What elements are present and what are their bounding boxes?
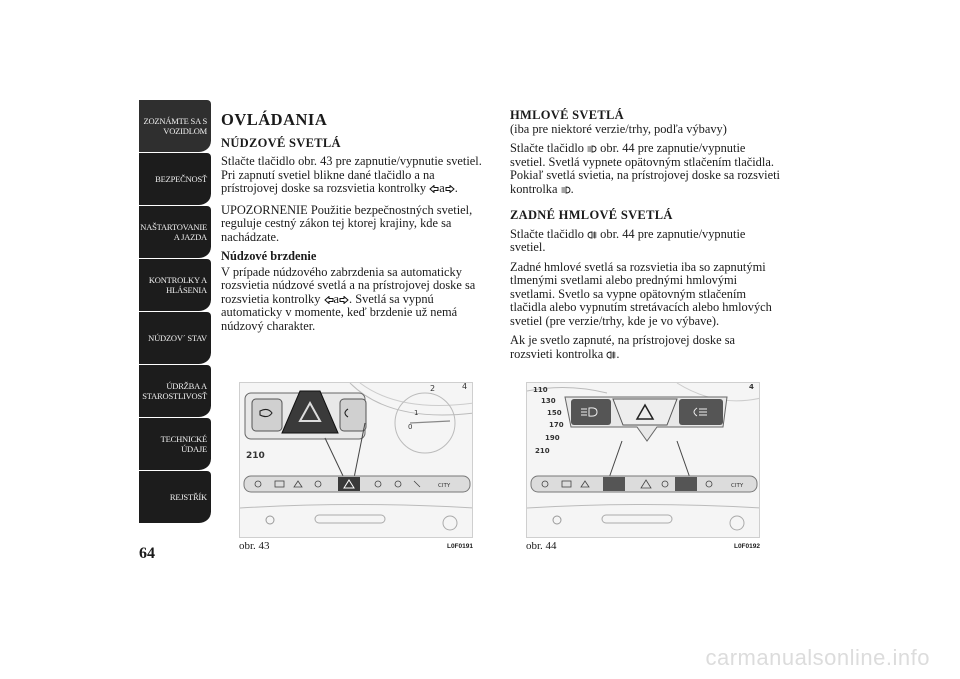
section-title: OVLÁDANIA [221,110,328,129]
turn-right-indicator-icon [339,296,349,304]
rear-fog-light-icon [606,351,616,359]
dashboard-fog-illustration [527,383,760,538]
brake-paragraph: V prípade núdzového zabrzdenia sa automaticky rozsvietia núdzové svetlá a na prístrojovej doske sa rozsvietia kontrolky a . Svetlá sa vypnú automaticky v momente, keď brzdenie už nemá núdzový charakter. [221,264,476,333]
chapter-tabs [139,100,211,524]
tab-kontrolky[interactable]: KONTROLKY A HLÁSENIA [139,259,211,312]
figure-44-code: L0F0192 [733,543,760,550]
left-column [221,110,489,339]
rear-fog-paragraph-1: Stlačte tlačidlo obr. 44 pre zapnutie/vypnutie svetiel. [510,226,746,254]
fog-subtitle: (iba pre niektoré verzie/trhy, podľa výbavy) [510,121,727,136]
tab-bezpecnost[interactable]: BEZPEČNOSŤ [139,153,211,206]
turn-right-indicator-icon [445,185,455,193]
tab-technicke-udaje[interactable]: TECHNICKÉ ÚDAJE [139,418,211,471]
gauge-label-2: 2 [430,384,436,393]
tab-nastartovanie[interactable]: NAŠTARTOVANIE A JAZDA [139,206,211,259]
turn-left-indicator-icon [324,296,334,304]
gauge-label-1: 1 [414,409,419,417]
hazard-heading: NÚDZOVÉ SVETLÁ [221,135,341,150]
figure-43-code: L0F0191 [446,543,473,550]
dashboard-hazard-illustration [240,383,473,538]
fog-heading: HMLOVÉ SVETLÁ [510,108,624,122]
watermark: carmanualsonline.info [705,645,930,670]
rear-fog-paragraph-2: Zadné hmlové svetlá sa rozsvietia iba so zapnutými tlmenými svetlami alebo prednými hmlovými svetlami. Svetlo sa vypne opätovným stlačením tlačidla alebo vypnutím stretávacích alebo hmlových svetiel (pre verzie/trhy, kde je vo výbave). [510,259,772,328]
right-column [510,109,780,367]
rear-fog-paragraph-3: Ak je svetlo zapnuté, na prístrojovej doske sa rozsvieti kontrolka . [510,333,736,361]
hazard-paragraph-2: UPOZORNENIE Použitie bezpečnostných svetiel, reguluje cestný zákon tej ktorej krajiny, kde sa nachádzate. [221,202,473,244]
speedo-label-210: 210 [535,447,550,455]
city-button-label: CITY [731,483,744,489]
figure-44 [526,382,760,552]
speedo-label-170: 170 [549,421,564,429]
tab-rejstrik[interactable]: REJSTŘÍK [139,471,211,524]
speedo-label-110: 110 [533,386,548,394]
turn-left-indicator-icon [429,185,439,193]
figure-43 [239,382,473,552]
front-fog-light-icon [587,145,597,153]
figure-43-illustration [239,382,473,538]
tab-nudzovy-stav[interactable]: NÚDZOV´ STAV [139,312,211,365]
speedo-label-210: 210 [246,451,265,461]
speedo-label-150: 150 [547,409,562,417]
gauge-label-0: 0 [408,423,413,431]
tab-zoznamte-sa[interactable]: ZOZNÁMTE SA S VOZIDLOM [139,100,211,153]
city-button-label: CITY [438,483,451,489]
gauge-label-4: 4 [462,383,468,391]
front-fog-light-icon [561,186,571,194]
rear-fog-light-icon [587,231,597,239]
hazard-paragraph-1: Stlačte tlačidlo obr. 43 pre zapnutie/vypnutie svetiel. Pri zapnutí svetiel blikne dané tlačidlo a na prístrojovej doske sa rozsvietia kontrolky a . [221,154,482,195]
tab-udrzba[interactable]: ÚDRŽBA A STAROSTLIVOSŤ [139,365,211,418]
figure-43-caption: obr. 43 [239,540,270,552]
speedo-label-130: 130 [541,397,556,405]
figure-44-caption: obr. 44 [526,540,557,552]
rear-fog-heading: ZADNÉ HMLOVÉ SVETLÁ [510,208,673,222]
gauge-label-4: 4 [749,383,754,391]
page-number: 64 [139,545,155,562]
figure-44-illustration [526,382,760,538]
brake-heading: Núdzové brzdenie [221,249,317,263]
speedo-label-190: 190 [545,434,560,442]
fog-paragraph: Stlačte tlačidlo obr. 44 pre zapnutie/vypnutie svetiel. Svetlá vypnete opätovným stlačením tlačidla. Pokiaľ svetlá svietia, na prístrojovej doske sa rozsvieti kontrolka . [510,141,780,196]
